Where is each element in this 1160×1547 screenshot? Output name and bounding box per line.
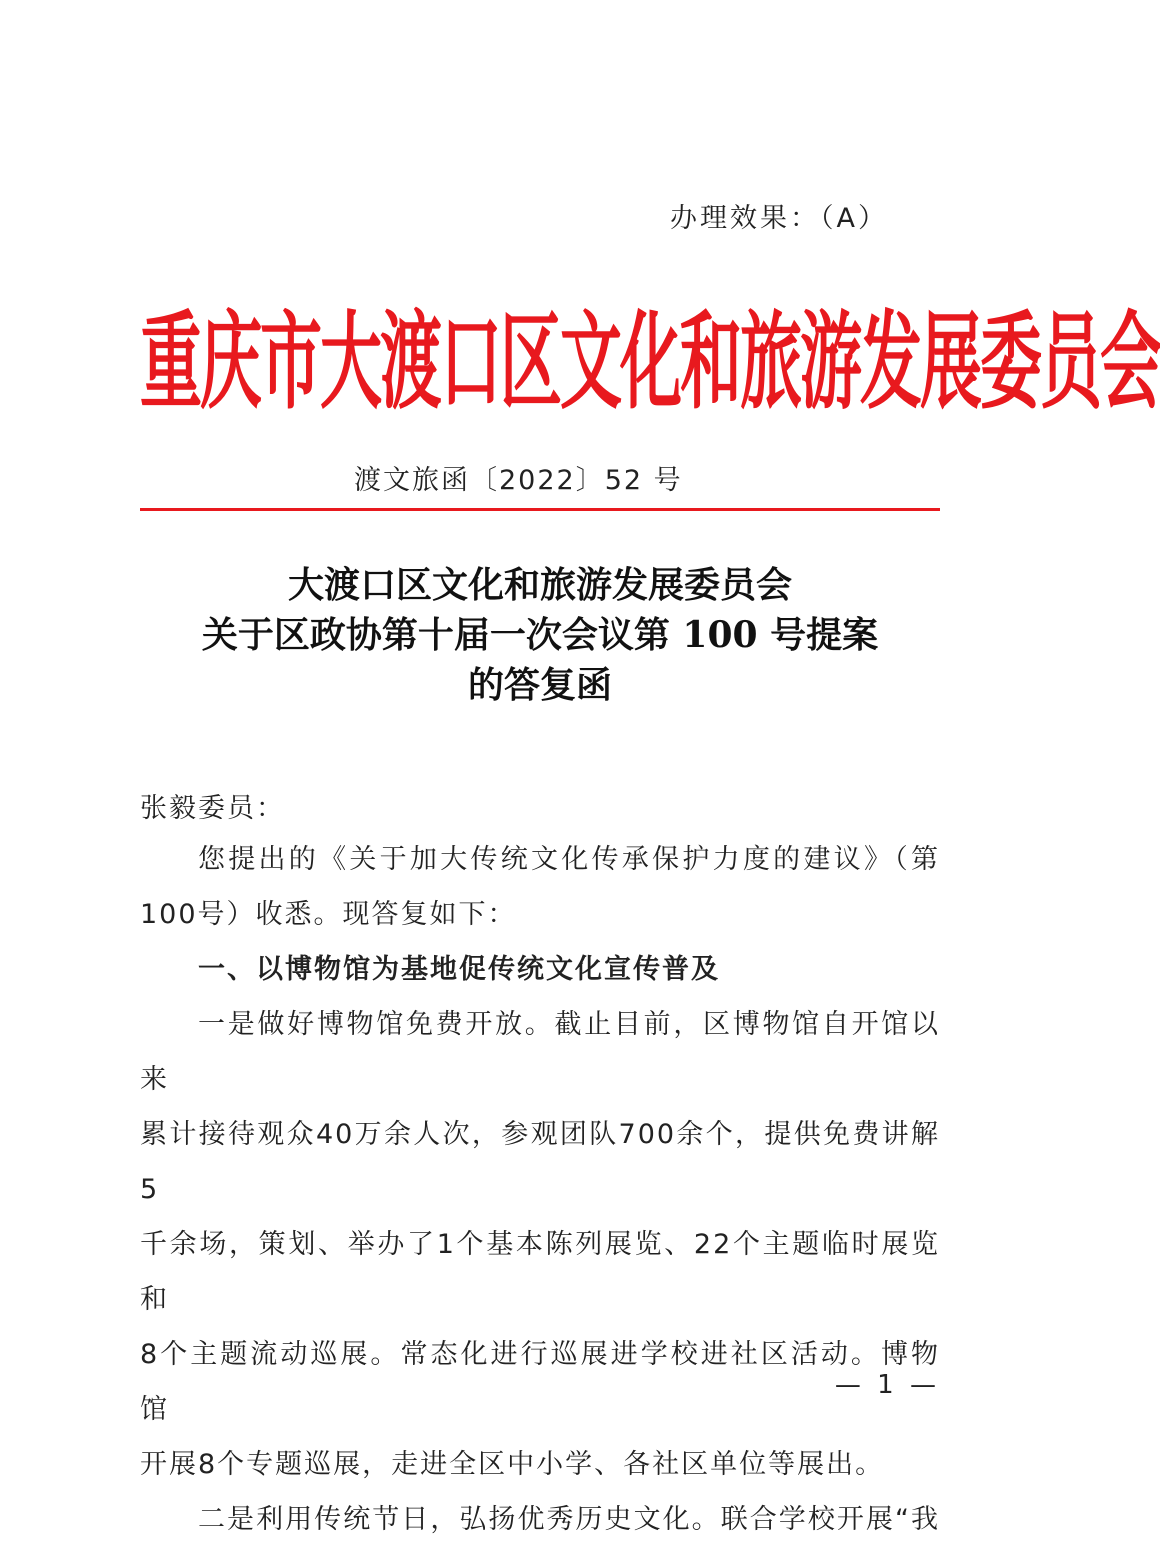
document-number: 渡文旅函〔2022〕52 号 — [354, 465, 683, 496]
document-title — [110, 560, 970, 710]
body-line: 一是做好博物馆免费开放。截止目前，区博物馆自开馆以来 — [140, 1009, 940, 1095]
issuing-organization-header: 重庆市大渡口区文化和旅游发展委员会 — [140, 300, 1160, 425]
page-number: — 1 — — [834, 1370, 940, 1400]
body-line: 累计接待观众40万余人次，参观团队700余个，提供免费讲解5 — [140, 1119, 940, 1205]
body-line: 二是利用传统节日，弘扬优秀历史文化。联合学校开展“我 — [198, 1504, 940, 1535]
handling-effect-label: 办理效果：（A） — [670, 203, 888, 234]
title-line-1: 大渡口区文化和旅游发展委员会 — [287, 564, 792, 606]
body-line: 8个主题流动巡展。常态化进行巡展进学校进社区活动。博物馆 — [140, 1339, 940, 1425]
title-line-2: 关于区政协第十届一次会议第 100 号提案 — [201, 614, 879, 656]
title-line-3: 的答复函 — [467, 664, 612, 706]
body-line: 千余场，策划、举办了1个基本陈列展览、22个主题临时展览和 — [140, 1229, 940, 1315]
salutation: 张毅委员： — [140, 793, 285, 824]
body-line: 100号）收悉。现答复如下： — [140, 899, 517, 930]
document-body — [140, 832, 940, 1547]
body-line: 开展8个专题巡展，走进全区中小学、各社区单位等展出。 — [140, 1449, 885, 1480]
red-divider-rule — [140, 508, 940, 511]
section-heading: 一、以博物馆为基地促传统文化宣传普及 — [198, 954, 720, 985]
body-line: 您提出的《关于加大传统文化传承保护力度的建议》（第 — [198, 844, 940, 875]
